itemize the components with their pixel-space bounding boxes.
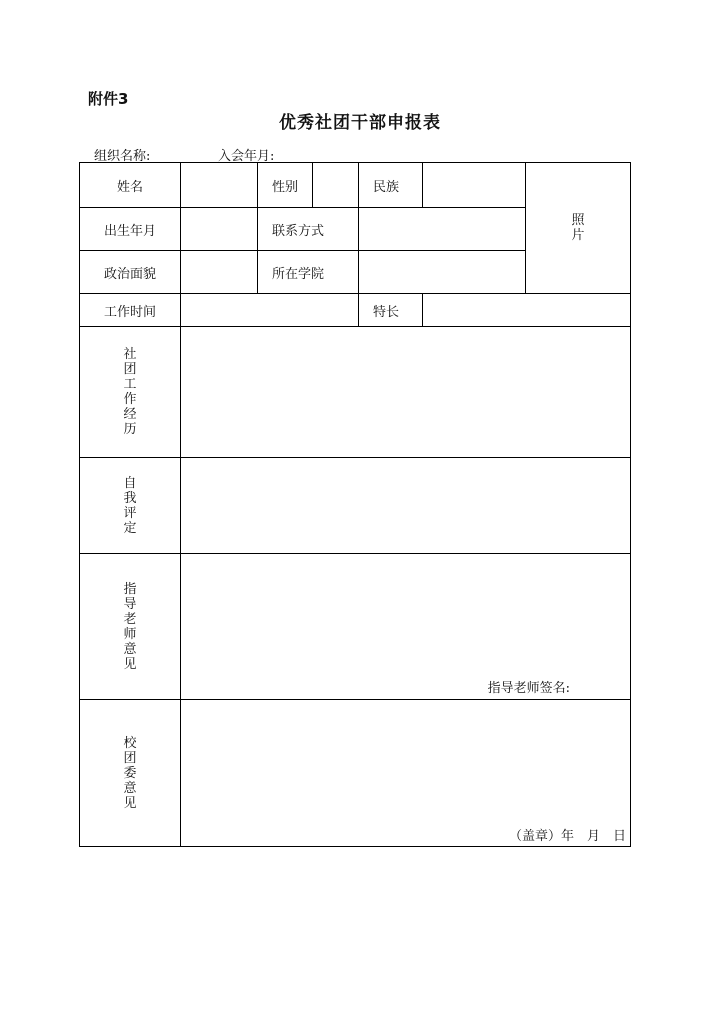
application-form-table xyxy=(79,162,631,847)
league-label-cell xyxy=(80,700,181,847)
self-eval-label: 自我评定 xyxy=(123,475,137,536)
experience-label-cell xyxy=(80,327,181,458)
join-date-label: 入会年月: xyxy=(218,149,275,164)
league-label: 校团委意见 xyxy=(123,735,137,811)
gender-field[interactable] xyxy=(313,163,359,208)
ethnicity-field[interactable] xyxy=(423,163,526,208)
birth-label: 出生年月 xyxy=(80,208,181,251)
worktime-label: 工作时间 xyxy=(80,294,181,327)
specialty-label: 特长 xyxy=(359,294,423,327)
org-name-label: 组织名称: xyxy=(94,149,151,164)
photo-label: 照片 xyxy=(571,213,585,243)
birth-field[interactable] xyxy=(181,208,258,251)
contact-label: 联系方式 xyxy=(258,208,359,251)
ethnicity-label: 民族 xyxy=(359,163,423,208)
form-title: 优秀社团干部申报表 xyxy=(279,113,441,133)
experience-field[interactable] xyxy=(181,327,631,458)
attachment-number: 附件3 xyxy=(88,90,129,108)
league-field[interactable] xyxy=(181,700,631,847)
name-label: 姓名 xyxy=(80,163,181,208)
stamp-date-label: （盖章）年 月 日 xyxy=(508,829,626,844)
gender-label: 性别 xyxy=(258,163,313,208)
contact-field[interactable] xyxy=(359,208,526,251)
specialty-field[interactable] xyxy=(423,294,631,327)
advisor-field[interactable] xyxy=(181,554,631,700)
college-label: 所在学院 xyxy=(258,251,359,294)
self-eval-label-cell xyxy=(80,458,181,554)
experience-label: 社团工作经历 xyxy=(123,347,137,437)
photo-box[interactable] xyxy=(526,163,631,294)
advisor-signature-label: 指导老师签名: xyxy=(487,681,570,696)
advisor-label: 指导老师意见 xyxy=(123,581,137,672)
worktime-field[interactable] xyxy=(181,294,359,327)
self-eval-field[interactable] xyxy=(181,458,631,554)
college-field[interactable] xyxy=(359,251,526,294)
politics-field[interactable] xyxy=(181,251,258,294)
advisor-label-cell xyxy=(80,554,181,700)
name-field[interactable] xyxy=(181,163,258,208)
politics-label: 政治面貌 xyxy=(80,251,181,294)
